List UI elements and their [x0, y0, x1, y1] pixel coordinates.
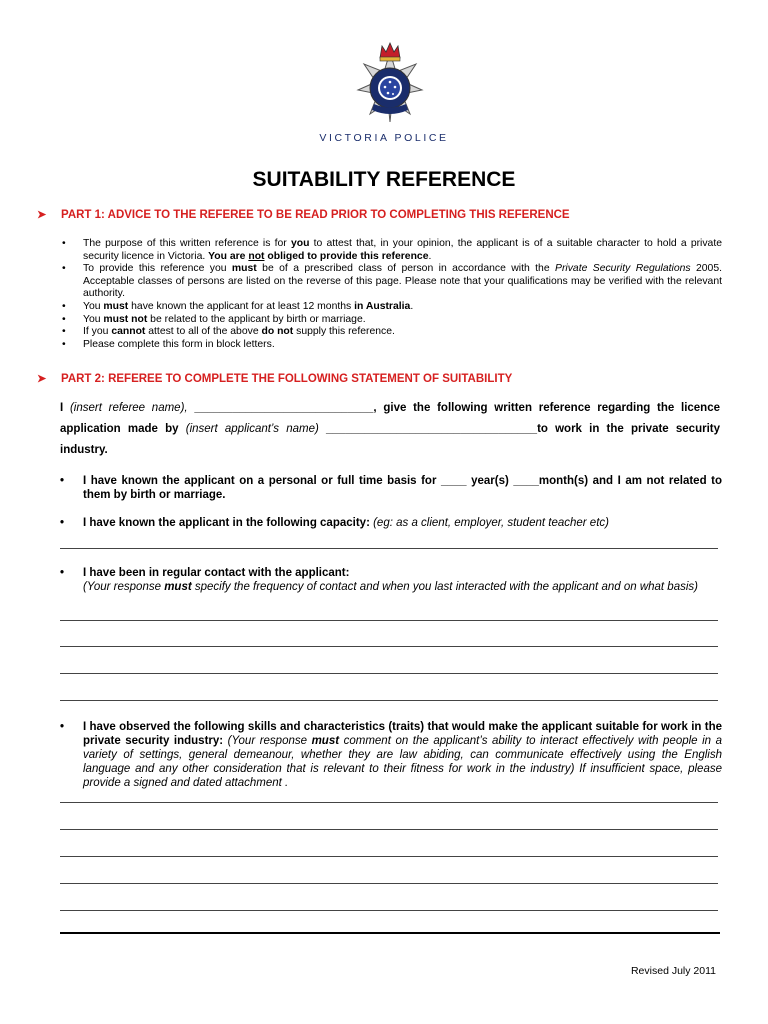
question-regular-contact: • I have been in regular contact with the applicant: (Your response must specify the frequency of contact and when you last interacted with the applicant and on what basis) — [60, 567, 698, 593]
question-known-duration[interactable] — [60, 474, 722, 502]
answer-line[interactable] — [60, 883, 718, 884]
question-capacity: • I have known the applicant in the following capacity: (eg: as a client, employer, student teacher etc) — [60, 517, 609, 529]
bullet-icon: • — [60, 475, 65, 487]
list-item: • You must have known the applicant for at least 12 months in Australia. — [62, 301, 722, 314]
part1-heading-text: PART 1: ADVICE TO THE REFEREE TO BE READ PRIOR TO COMPLETING THIS REFERENCE — [61, 209, 570, 221]
list-item: • To provide this reference you must be of a prescribed class of person in accordance with the Private Security Regulations 2005. Acceptable classes of persons are listed on the reverse of this page. Please note that your qualifications may be verified with the relevant authority. — [62, 263, 722, 301]
bullet-icon: • — [60, 567, 65, 579]
list-item: • The purpose of this written reference is for you to attest that, in your opinion, the applicant is of a suitable character to hold a private security licence in Victoria. You are not obliged to provide this reference. — [62, 238, 722, 263]
answer-line[interactable] — [60, 802, 718, 803]
answer-line[interactable] — [60, 620, 718, 621]
footer-divider — [60, 932, 720, 934]
crown-icon — [380, 43, 400, 61]
answer-line[interactable] — [60, 700, 718, 701]
answer-line[interactable] — [60, 910, 718, 911]
referee-statement[interactable]: I (insert referee name), ____________________________, give the following written reference regarding the licence application made by (insert applicant’s name) _________________________________to work in the private security industry. — [60, 402, 721, 456]
answer-line[interactable] — [60, 856, 718, 857]
question-text: I have known the applicant on a personal or full time basis for ____ year(s) ____month(s) and I am not related to them by birth or marriage. — [83, 475, 722, 501]
part2-heading — [37, 372, 512, 385]
arrow-right-icon: ➤ — [37, 209, 47, 221]
bullet-icon: • — [60, 517, 65, 529]
part1-heading — [37, 208, 570, 221]
question-skills-traits: • I have observed the following skills and characteristics (traits) that would make the applicant suitable for work in the private security industry: (Your response must comment on the applicant’s ability to interact effectively with people in a variety of settings, general demeanour, whether they are law abiding, can communicate effectively using the English language and any other consideration that is relevant to their fitness for work in the industry) If insufficient space, please provide a signed and dated attachment . — [60, 721, 723, 789]
list-item: • Please complete this form in block letters. — [62, 339, 722, 352]
part2-heading-text: PART 2: REFEREE TO COMPLETE THE FOLLOWING STATEMENT OF SUITABILITY — [61, 373, 513, 385]
answer-line[interactable] — [60, 548, 718, 549]
part1-bullet-list — [62, 238, 722, 351]
bullet-icon: • — [60, 721, 65, 733]
list-item: • You must not be related to the applicant by birth or marriage. — [62, 314, 722, 327]
answer-line[interactable] — [60, 673, 718, 674]
arrow-right-icon: ➤ — [37, 373, 47, 385]
page-title: SUITABILITY REFERENCE — [252, 168, 516, 191]
victoria-police-crest-logo — [340, 38, 440, 128]
organisation-name: VICTORIA POLICE — [319, 132, 449, 144]
answer-line[interactable] — [60, 646, 718, 647]
list-item: • If you cannot attest to all of the above do not supply this reference. — [62, 326, 722, 339]
revision-date: Revised July 2011 — [630, 965, 716, 977]
answer-line[interactable] — [60, 829, 718, 830]
